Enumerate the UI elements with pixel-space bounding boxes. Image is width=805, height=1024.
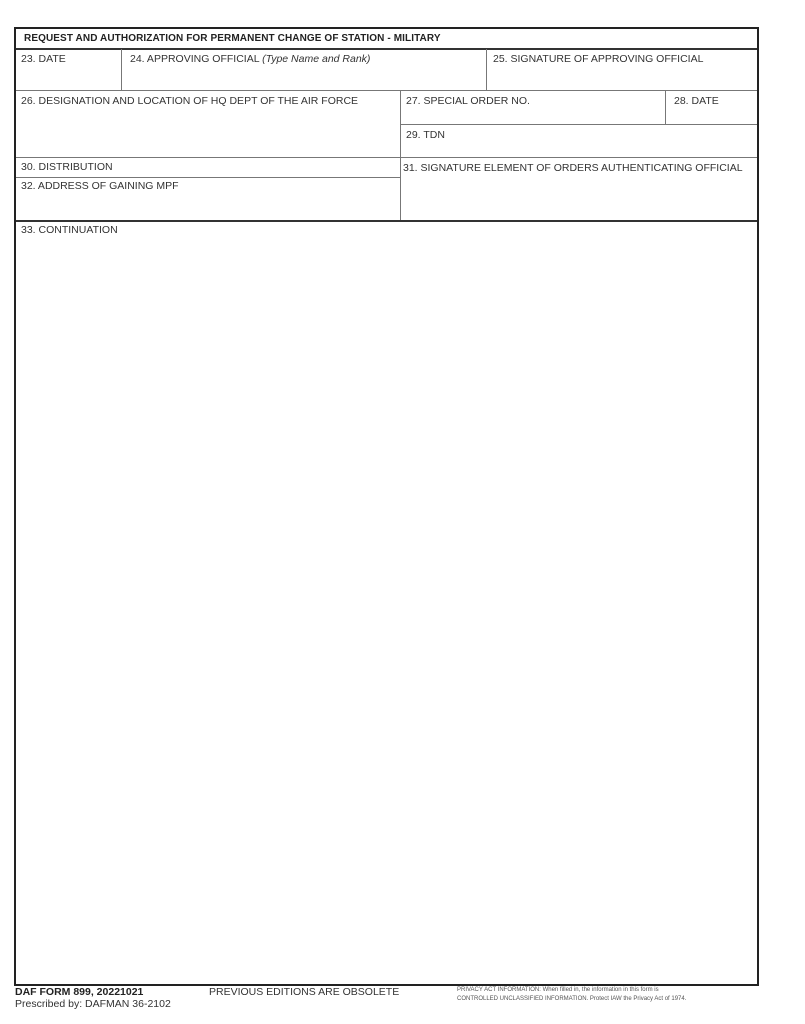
field-28-label: 28. DATE — [674, 95, 719, 107]
field-29-tdn[interactable] — [401, 125, 757, 157]
field-30-distribution[interactable] — [16, 158, 400, 177]
editions-notice: PREVIOUS EDITIONS ARE OBSOLETE — [209, 986, 400, 998]
field-32-label: 32. ADDRESS OF GAINING MPF — [21, 180, 179, 192]
privacy-line-2: CONTROLLED UNCLASSIFIED INFORMATION. Protect IAW the Privacy Act of 1974. — [457, 996, 687, 1002]
field-24-hint: (Type Name and Rank) — [262, 53, 371, 65]
field-32-address-gaining-mpf[interactable] — [16, 178, 400, 220]
field-24-label: 24. APPROVING OFFICIAL — [130, 53, 260, 65]
privacy-line-1: PRIVACY ACT INFORMATION: When filled in, the information in this form is — [457, 987, 659, 993]
field-26-label: 26. DESIGNATION AND LOCATION OF HQ DEPT OF THE AIR FORCE — [21, 95, 359, 107]
field-26-designation-location[interactable] — [16, 91, 400, 157]
field-27-label: 27. SPECIAL ORDER NO. — [406, 95, 530, 107]
field-25-signature-approving-official[interactable] — [487, 49, 757, 90]
pcs-form — [14, 27, 759, 986]
field-25-label: 25. SIGNATURE OF APPROVING OFFICIAL — [493, 53, 704, 65]
field-23-date[interactable] — [16, 49, 122, 90]
prescribed-by: Prescribed by: DAFMAN 36-2102 — [15, 998, 171, 1010]
field-31-label: 31. SIGNATURE ELEMENT OF ORDERS AUTHENTICATING OFFICIAL — [403, 162, 743, 174]
field-30-label: 30. DISTRIBUTION — [21, 161, 113, 173]
form-id: DAF FORM 899, 20221021 — [15, 986, 144, 998]
field-28-date[interactable] — [666, 91, 757, 124]
field-24-approving-official[interactable] — [122, 49, 487, 90]
field-27-special-order-no[interactable] — [401, 91, 666, 124]
field-33-continuation[interactable] — [16, 222, 757, 984]
field-29-label: 29. TDN — [406, 129, 445, 141]
field-23-label: 23. DATE — [21, 53, 66, 65]
footer-form-info — [15, 986, 171, 1010]
field-33-label: 33. CONTINUATION — [21, 224, 118, 236]
privacy-act-notice — [457, 986, 686, 1004]
field-31-signature-element-authenticating-official[interactable] — [401, 158, 757, 220]
form-title: REQUEST AND AUTHORIZATION FOR PERMANENT CHANGE OF STATION - MILITARY — [24, 33, 441, 44]
